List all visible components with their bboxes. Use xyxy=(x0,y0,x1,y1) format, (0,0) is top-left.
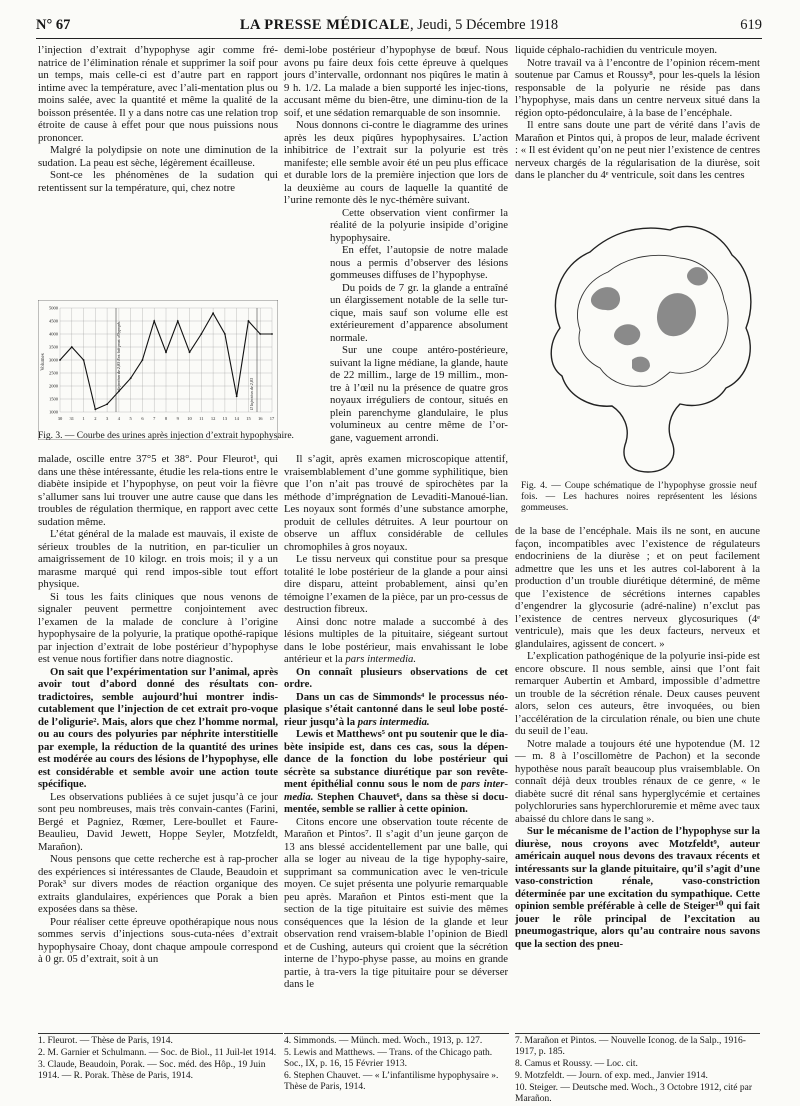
y-tick-label: 4500 xyxy=(49,318,58,324)
issue-number: N° 67 xyxy=(36,17,71,33)
x-tick-label: 7 xyxy=(153,416,156,421)
y-tick-label: 4000 xyxy=(49,331,58,337)
x-tick-label: 13 xyxy=(222,416,228,421)
paragraph: Notre malade a toujours été une hypotendue (M. 12 — m. 8 à l’oscillomètre de Pachon) et la seconde hypothèse nous paraît beaucoup plus vraisemblable. On connaît déjà deux troubles rénaux de ce genre, « le diabète sucré dit rénal sans hyperglycémie et certaines polychloruries sans hyperchloruremie et même avec taux abaissé du chlore dans le sang ». xyxy=(515,737,760,825)
column-2-bottom xyxy=(284,453,508,991)
column-1-bottom xyxy=(38,453,278,966)
paragraph: demi-lobe postérieur d’hypophyse de bœuf. Nous avons pu faire deux fois cette épreuve à quelques jours d’intervalle, ordonnant nos piqûres le matin à 9 h. 1/2. La malade a bien supporté les injec-tions, accusant même du bien-être, une diminu-tion de la soif, et une sédation remarquable de son insomnie. xyxy=(284,44,508,119)
data-point xyxy=(118,390,120,392)
column-3-bottom xyxy=(515,525,760,950)
data-point xyxy=(153,320,155,322)
chart-ylabel: Volumes xyxy=(41,353,46,371)
x-tick-label: 15 xyxy=(246,416,251,421)
x-tick-label: 9 xyxy=(176,416,179,421)
urine-volume-chart xyxy=(38,300,278,440)
footnote: 3. Claude, Beaudoin, Porak. — Soc. méd. des Hôp., 19 Juin 1914. — R. Porak. Thèse de Paris, 1914. xyxy=(38,1060,266,1081)
y-tick-label: 2500 xyxy=(49,370,58,376)
data-point xyxy=(130,377,132,379)
x-tick-label: 16 xyxy=(257,416,263,421)
paragraph: Sur une coupe antéro-postérieure, suivant la ligne médiane, la glande, haute de 22 millim., large de 19 millim., mon-tre à l’œil nu la présence de quatre gros noyaux irréguliers de contour, situés en plein parenchyme glandulaire, le plus volumineux au centre même de l’or-gane, vaguement arrondi. xyxy=(330,344,508,444)
data-point xyxy=(71,346,73,348)
y-tick-label: 2000 xyxy=(49,383,58,389)
data-point xyxy=(224,333,226,335)
footnote-separator xyxy=(515,1033,760,1034)
footnotes-column-1 xyxy=(38,1036,283,1083)
data-point xyxy=(236,396,238,398)
data-point xyxy=(142,359,144,361)
hypophysis-section-figure xyxy=(520,210,758,480)
data-point xyxy=(94,409,96,411)
x-tick-label: 17 xyxy=(269,416,275,421)
x-tick-label: 3 xyxy=(105,416,109,421)
journal-title: LA PRESSE MÉDICALE xyxy=(239,17,410,33)
chart-y-ticks xyxy=(49,306,59,415)
y-tick-label: 1500 xyxy=(49,396,58,402)
data-point xyxy=(189,351,191,353)
x-tick-label: 2 xyxy=(94,416,97,421)
data-point xyxy=(59,359,61,361)
footnote: 1. Fleurot. — Thèse de Paris, 1914. xyxy=(38,1036,173,1046)
paragraph: Nous donnons ci-contre le diagramme des urines après les deux piqûres hypophysaires. L’action inhibitrice de l’extrait sur la polyurie est très manifeste; elle semble avoir été un peu plus efficace et durable lors de la première injection que lors de la deuxième au cours de laquelle la quantité de l’urine remonte dès le nyc-thémère suivant. xyxy=(284,119,508,206)
italic-term: pars intermedia. xyxy=(357,715,430,728)
paragraph: liquide céphalo-rachidien du ventricule moyen. xyxy=(515,44,718,56)
paragraph: Du poids de 7 gr. la glande a entraîné un élargissement notable de la selle tur-cique, mais sauf son volume elle est extérieurement d’apparence absolument normale. xyxy=(330,281,508,344)
paragraph: Citons encore une observation toute récente de Marañon et Pintos⁷. Il s’agit d’un jeune garçon de 13 ans blessé accidentellement par une balle, qui alla se loger au niveau de la tige hypophy-saire, supprimant sa communication avec le ven-tricule moyen. Ce sujet présenta une polyurie remarquable peu après. Marañon et Pintos esti-ment que la section de la tige pituitaire est suivie des mêmes conséquences que la lésion de la glande et leur observation rend vraisem-blable l’opinion de Biedl et de Cushing, auteurs qui croient que la sécrétion interne de l’hypo-physe passe, au moins en grande partie, à tra-vers la tige pituitaire pour se déverser dans le xyxy=(284,815,508,990)
text-run: Stephen Chauvet⁶, dans sa thèse si docu-mentée, semble se rallier à cette opinion. xyxy=(284,790,509,815)
footnote: 10. Steiger. — Deutsche med. Woch., 3 Octobre 1912, cité par Marañon. xyxy=(515,1083,753,1104)
paragraph: Les observations publiées à ce sujet jusqu’à ce jour sont peu nombreuses, mais très convain-cantes (Farini, Bergé et Pagniez, Rœmer, Lere-boullet et Faure-Beaulieu, David Jewett, Hoppe Seyler, Motzfeldt, Marañon). xyxy=(38,790,278,853)
paragraph xyxy=(284,728,508,816)
gumma-lesion xyxy=(657,293,696,336)
paragraph: Il entre sans doute une part de vérité dans l’avis de Marañon et Pintos qui, à propos de leur, malade écrivent : « Il est évident qu’on ne peut nier l’existence de centres nerveux chargés de la régularisation de la diurèse, soit dans le plancher du 4ᵉ ventricule, soit dans les centres xyxy=(515,119,760,181)
data-point xyxy=(106,403,108,405)
paragraph: Il s’agit, après examen microscopique attentif, vraisemblablement d’une gomme syphilitique, bien que l’on n’ait pas trouvé de spirochètes par la méthode d’imprégnation de Levaditi-Manoué-lian. Les noyaux sont formés d’une substance amorphe, produit de cellules détruites. A leur pourtour on observe un afflux considérable de cellules chromophiles à gros noyaux. xyxy=(284,453,508,553)
data-point xyxy=(271,333,273,335)
chart-x-ticks xyxy=(58,416,275,421)
paragraph: Sont-ce les phénomènes de la sudation qui retentissent sur la température, qui, chez notre xyxy=(38,169,278,194)
issue-date: , Jeudi, 5 Décembre 1918 xyxy=(409,17,559,33)
header-rule xyxy=(36,38,762,39)
data-point xyxy=(200,333,202,335)
italic-term: pars intermedia. xyxy=(345,653,417,665)
injection-1-annotation: Injection de 2,83 Ext. lob post. d'hypoph. xyxy=(116,321,121,390)
paragraph: Pour réaliser cette épreuve opothérapique nous nous sommes servis d’injections sous-cuta-nées d’extrait hypophysaire Choay, dont chaque ampoule correspond à 0 gr. 05 d’extrait, soit à un xyxy=(38,915,278,965)
x-tick-label: 14 xyxy=(234,416,239,421)
y-tick-label: 3500 xyxy=(49,344,58,350)
footnote: 8. Camus et Roussy. — Loc. cit. xyxy=(515,1059,638,1069)
paragraph: l’injection d’extrait d’hypophyse agir comme fré-natrice de l’élimination rénale et supprimer la soif pour un temps, mais celle-ci est d’autre part en rapport intime avec la température, avec l’ali-mentation plus ou moins salée, avec la quantité et même la qualité de la boisson présentée. Il y a dans notre cas une relation trop étroite de cause à effet pour que nous puissions nous prononcer. xyxy=(38,44,278,144)
paragraph: de la base de l’encéphale. Mais ils ne sont, en aucune façon, incompatibles avec l’existence de régulateurs endocriniens de la diurèse ; et on peut facilement admettre que les uns et les autres col-laborent à la production d’un trouble diurétique déterminé, de même que l’existence de sécrétions internes capables d’engendrer la glycosurie (adré-naline) n’exclut pas l’existence de centres nerveux glycosuriques (4ᵉ ventricule), mais que les deux facteurs, nerveux et glandulaires, agissent de concert. » xyxy=(515,525,760,650)
paragraph: L’explication pathogénique de la polyurie insi-pide est encore obscure. Il nous semble, ainsi que l’ont fait remarquer Aubertin et Ambard, impossible d’admettre un trouble de la sécrétion rénale. Deux causes peuvent alors, selon ces auteurs, être invoquées, ou bien l’accélération de la circulation rénale, ou bien une chute du seuil de l’eau. xyxy=(515,650,760,737)
text-run: Lewis et Matthews⁵ ont pu soutenir que le dia-bète insipide est, dans ces cas, sous la dépen-dance de la fonction du lobe postérieur qui sécrète sa substance diurétique par son revête-ment épithélial connu sous le nom de xyxy=(284,728,508,790)
italic-term: pars inter-media. xyxy=(284,778,509,803)
paragraph: Notre travail va à l’encontre de l’opinion récem-ment soutenue par Camus et Roussy⁸, pour les-quels la lésion responsable de la polyurie ne réside pas dans l’hypophyse, mais dans un centre nerveux situé dans la région opto-pédonculaire, à la base de l’encéphale. xyxy=(515,56,760,119)
paragraph xyxy=(284,616,508,666)
column-1-top xyxy=(38,44,278,194)
x-tick-label: 12 xyxy=(210,416,216,421)
footnotes-column-2 xyxy=(284,1036,509,1094)
y-tick-label: 5000 xyxy=(49,305,58,311)
footnote: 7. Marañon et Pintos. — Nouvelle Iconog. de la Salp., 1916-1917, p. 185. xyxy=(515,1036,746,1057)
paragraph: malade, oscille entre 37°5 et 38°. Pour Fleurot¹, qui dans une thèse intéressante, étudie les rela-tions entre le diabète insipide et l’hypophyse, on peut voir la fièvre s’allumer sans lui trouver une autre cause que dans les troubles de régulation thermique, en rapport avec cette sudation même. xyxy=(38,453,278,528)
data-point xyxy=(259,333,261,335)
footnote: 2. M. Garnier et Schulmann. — Soc. de Biol., 11 Juil-let 1914. xyxy=(38,1048,277,1058)
running-title xyxy=(36,17,762,34)
y-tick-label: 1000 xyxy=(49,409,58,415)
y-tick-label: 3000 xyxy=(49,357,58,363)
footnote: 6. Stephen Chauvet. — « L’infantilisme hypophysaire ». Thèse de Paris, 1914. xyxy=(284,1071,499,1092)
footnote: 9. Motzfeldt. — Journ. of exp. med., Janvier 1914. xyxy=(515,1071,708,1081)
gumma-lesion xyxy=(591,287,620,310)
data-point xyxy=(248,320,250,322)
column-3-top xyxy=(515,44,760,182)
paragraph: On sait que l’expérimentation sur l’animal, après avoir tout d’abord donné des résultats con-tradictoires, semble aujourd’hui montrer indis-cutablement que l’injection de cet extrait pro-voque de l’oligurie². Mais, alors que chez l’homme normal, ou au cours des polyuries par néphrite interstitielle par exemple, la réduction de la quantité des urines est modérée au cours des lésions de l’hypophyse, elle est considérable et semble avoir une action toute spécifique. xyxy=(38,665,278,790)
x-tick-label: 31 xyxy=(69,416,75,421)
data-point xyxy=(177,320,179,322)
paragraph: Cette observation vient confirmer la réalité de la polyurie insipide d’origine hypophysaire. xyxy=(330,206,508,244)
page-header xyxy=(36,17,762,39)
x-tick-label: 4 xyxy=(117,416,121,421)
gumma-lesion xyxy=(687,267,708,285)
data-point xyxy=(83,359,85,361)
paragraph: En effet, l’autopsie de notre malade nous a permis d’observer des lésions gommeuses diffuses de l’hypophyse. xyxy=(330,244,508,281)
x-tick-label: 5 xyxy=(129,416,132,421)
gumma-lesion xyxy=(632,357,650,373)
text-run: Ainsi donc notre malade a succombé à des lésions multiples de la pituitaire, siégeant surtout dans le lobe postérieur, mais envahissant le lobe antérieur et la xyxy=(284,615,508,665)
x-tick-label: 6 xyxy=(141,416,144,421)
x-tick-label: 1 xyxy=(82,416,85,421)
data-point xyxy=(212,312,214,314)
paragraph: L’état général de la malade est mauvais, il existe de sérieux troubles de la nutrition, en par-ticulier un amaigrissement de 10 kilogr. en trois mois; il y a un marasme marqué qui rend impos-sible tout effort physique. xyxy=(38,528,278,590)
figure-3-caption: Fig. 3. — Courbe des urines après injection d’extrait hypophysaire. xyxy=(38,431,294,441)
footnote: 5. Lewis and Matthews. — Trans. of the Chicago path. Soc., IX, p. 16, 15 Février 1913. xyxy=(284,1048,493,1069)
paragraph: On connaît plusieurs observations de cet ordre. xyxy=(284,665,508,690)
paragraph xyxy=(284,691,508,729)
footnote: 4. Simmonds. — Münch. med. Woch., 1913, p. 127. xyxy=(284,1036,483,1046)
paragraph: Si tous les faits cliniques que nous venons de signaler peuvent permettre conjointement avec l’examen de la malade de conclure à l’origine hypophysaire de la polyurie, la pratique opothé-rapique par injection d’extrait de lobe postérieur d’hypophyse est venue nous fortifier dans notre diagnostic. xyxy=(38,590,278,665)
paragraph: Le tissu nerveux qui constitue pour sa presque totalité le lobe postérieur de la glande a pour ainsi dire disparu, atteint probablement, ainsi qu’en témoigne l’examen de la pièce, par un pro-cessus de destruction fibreux. xyxy=(284,553,508,615)
paragraph: Sur le mécanisme de l’action de l’hypophyse sur la diurèse, nous croyons avec Motzfeldt⁹, auteur américain auquel nous devons des travaux récents et intéressants sur la glande pituitaire, qu’il s’agit d’une vaso-constriction rénale, vaso-constriction déterminée par une excitation du sympathique. Cette opinion semble préférable à celle de Steiger¹⁰ qui fait jouer le rôle principal de l’excitation au pneumogastrique, alors qu’au contraire nous savons que la section des pneu- xyxy=(515,825,760,950)
footnote-separator xyxy=(38,1033,283,1034)
x-tick-label: 10 xyxy=(187,416,192,421)
x-tick-label: 8 xyxy=(164,416,168,421)
column-2-top xyxy=(284,44,508,444)
footnotes-column-3 xyxy=(515,1036,760,1106)
paragraph: Malgré la polydipsie on note une diminution de la sudation. La peau est sèche, légèrement écailleuse. xyxy=(38,144,278,169)
data-point xyxy=(165,351,167,353)
text-run: Dans un cas de Simmonds⁴ le processus néo-plasique s’était cantonné dans le seul lobe posté-rieur jusqu’à la xyxy=(284,690,508,728)
gumma-lesion xyxy=(614,324,640,345)
x-tick-label: 11 xyxy=(199,416,204,421)
footnote-separator xyxy=(284,1033,509,1034)
injection-2-annotation: II Injection de 2,83 xyxy=(249,377,254,410)
x-tick-label: 30 xyxy=(57,416,63,421)
page-number: 619 xyxy=(740,17,762,33)
paragraph: Nous pensons que cette recherche est à rap-procher des expériences si intéressantes de Claude, Beaudoin et Porak³ sur divers modes de réaction organique des extraits glandulaires, expériences que Porak a bien exposées dans sa thèse. xyxy=(38,853,278,915)
figure-4-caption: Fig. 4. — Coupe schématique de l’hypophyse grossie neuf fois. — Les hachures noires représentent les lésions gommeuses. xyxy=(521,481,757,513)
